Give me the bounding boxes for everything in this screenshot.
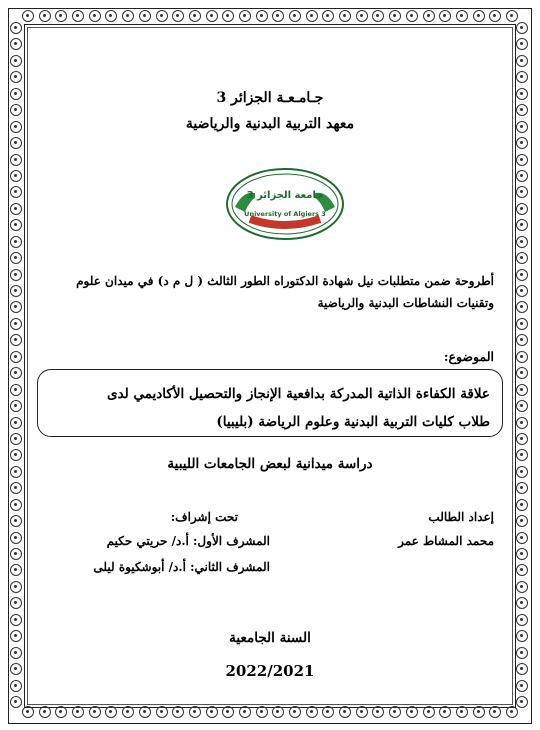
border-ornament-icon xyxy=(516,647,528,659)
border-ornament-icon xyxy=(156,706,168,718)
institute-name: معهد التربية البدنية والرياضية xyxy=(185,116,355,132)
border-ornament-icon xyxy=(516,597,528,609)
border-ornament-icon xyxy=(10,384,22,396)
border-ornament-icon xyxy=(516,680,528,692)
border-ornament-icon xyxy=(256,706,268,718)
border-ornament-icon xyxy=(55,10,67,22)
border-ornament-icon xyxy=(10,252,22,264)
university-logo xyxy=(225,167,345,241)
border-ornament-icon xyxy=(39,10,51,22)
border-ornament-icon xyxy=(423,10,435,22)
border-ornament-icon xyxy=(10,499,22,511)
border-ornament-icon xyxy=(10,170,22,182)
border-ornament-icon xyxy=(516,318,528,330)
border-ornament-icon xyxy=(516,581,528,593)
border-ornament-icon xyxy=(406,706,418,718)
border-ornament-icon xyxy=(372,10,384,22)
student-label: إعداد الطالب xyxy=(428,510,494,524)
border-ornament-icon xyxy=(256,10,268,22)
border-ornament-icon xyxy=(289,10,301,22)
border-ornament-icon xyxy=(516,269,528,281)
border-ornament-icon xyxy=(10,400,22,412)
border-ornament-icon xyxy=(439,706,451,718)
academic-year: 2022/2021 xyxy=(225,662,315,680)
border-ornament-icon xyxy=(516,104,528,116)
border-ornament-icon xyxy=(389,706,401,718)
border-ornament-icon xyxy=(105,10,117,22)
border-ornament-icon xyxy=(72,706,84,718)
supervision-label: تحت إشراف: xyxy=(170,510,238,524)
border-ornaments-top xyxy=(22,10,518,24)
border-ornament-icon xyxy=(456,706,468,718)
border-ornament-icon xyxy=(206,10,218,22)
border-ornament-icon xyxy=(516,203,528,215)
border-ornament-icon xyxy=(516,285,528,297)
border-ornament-icon xyxy=(10,630,22,642)
border-ornament-icon xyxy=(10,186,22,198)
border-ornament-icon xyxy=(206,706,218,718)
border-ornament-icon xyxy=(322,706,334,718)
border-ornament-icon xyxy=(306,706,318,718)
border-ornament-icon xyxy=(516,482,528,494)
border-ornament-icon xyxy=(105,706,117,718)
cover-page xyxy=(32,32,508,702)
border-ornament-icon xyxy=(516,384,528,396)
border-ornament-icon xyxy=(516,417,528,429)
border-ornament-icon xyxy=(10,449,22,461)
border-ornament-icon xyxy=(10,417,22,429)
border-ornament-icon xyxy=(10,38,22,50)
border-ornament-icon xyxy=(10,515,22,527)
border-ornament-icon xyxy=(489,706,501,718)
border-ornament-icon xyxy=(10,88,22,100)
border-ornament-icon xyxy=(473,706,485,718)
border-ornament-icon xyxy=(10,219,22,231)
border-ornament-icon xyxy=(516,532,528,544)
border-ornament-icon xyxy=(10,121,22,133)
border-ornament-icon xyxy=(516,154,528,166)
border-ornament-icon xyxy=(516,400,528,412)
border-ornament-icon xyxy=(516,351,528,363)
border-ornament-icon xyxy=(516,614,528,626)
thesis-line-1: أطروحة ضمن متطلبات نيل شهادة الدكتوراه الطور الثالث ( ل م د) في ميدان علوم xyxy=(76,274,494,288)
border-ornaments-left xyxy=(10,22,24,708)
border-ornament-icon xyxy=(222,10,234,22)
border-ornament-icon xyxy=(439,10,451,22)
border-ornament-icon xyxy=(289,706,301,718)
subject-line-2: طلاب كليات التربية البدنية وعلوم الرياضة (بليبيا) xyxy=(216,414,490,430)
border-ornament-icon xyxy=(516,236,528,248)
thesis-line-2: وتقنيات النشاطات البدنية والرياضية xyxy=(317,296,494,310)
border-ornament-icon xyxy=(10,696,22,708)
border-ornament-icon xyxy=(172,706,184,718)
border-ornament-icon xyxy=(10,301,22,313)
border-ornament-icon xyxy=(10,22,22,34)
border-ornament-icon xyxy=(516,466,528,478)
border-ornament-icon xyxy=(10,236,22,248)
border-ornament-icon xyxy=(222,706,234,718)
border-ornament-icon xyxy=(10,269,22,281)
border-ornament-icon xyxy=(239,10,251,22)
border-ornament-icon xyxy=(516,433,528,445)
border-ornament-icon xyxy=(406,10,418,22)
subject-title-box xyxy=(37,369,503,437)
border-ornament-icon xyxy=(389,10,401,22)
border-ornament-icon xyxy=(10,614,22,626)
border-ornament-icon xyxy=(516,71,528,83)
border-ornament-icon xyxy=(10,55,22,67)
border-ornament-icon xyxy=(272,706,284,718)
border-ornament-icon xyxy=(139,706,151,718)
border-ornament-icon xyxy=(516,301,528,313)
border-ornament-icon xyxy=(272,10,284,22)
border-ornament-icon xyxy=(189,706,201,718)
border-ornament-icon xyxy=(473,10,485,22)
border-ornament-icon xyxy=(516,630,528,642)
border-ornament-icon xyxy=(516,663,528,675)
border-ornament-icon xyxy=(339,10,351,22)
subject-line-1: علاقة الكفاءة الذاتية المدركة بدافعية الإنجاز والتحصيل الأكاديمي لدى xyxy=(107,386,490,402)
border-ornament-icon xyxy=(10,663,22,675)
border-ornament-icon xyxy=(516,137,528,149)
border-ornament-icon xyxy=(72,10,84,22)
border-ornament-icon xyxy=(156,10,168,22)
border-ornament-icon xyxy=(516,186,528,198)
border-ornament-icon xyxy=(10,548,22,560)
border-ornament-icon xyxy=(239,706,251,718)
border-ornament-icon xyxy=(89,10,101,22)
border-ornament-icon xyxy=(10,351,22,363)
border-ornaments-right xyxy=(516,22,530,708)
border-ornament-icon xyxy=(423,706,435,718)
thesis-statement xyxy=(54,270,494,314)
border-ornament-icon xyxy=(516,38,528,50)
border-ornament-icon xyxy=(10,597,22,609)
border-ornament-icon xyxy=(10,466,22,478)
border-ornament-icon xyxy=(516,121,528,133)
border-ornament-icon xyxy=(189,10,201,22)
subject-label: الموضوع: xyxy=(443,349,494,364)
border-ornament-icon xyxy=(10,154,22,166)
border-ornament-icon xyxy=(516,55,528,67)
border-ornament-icon xyxy=(306,10,318,22)
border-ornament-icon xyxy=(10,647,22,659)
border-ornament-icon xyxy=(516,515,528,527)
border-ornament-icon xyxy=(516,170,528,182)
academic-year-label: السنة الجامعية xyxy=(229,630,311,646)
border-ornament-icon xyxy=(356,706,368,718)
border-ornament-icon xyxy=(172,10,184,22)
border-ornament-icon xyxy=(372,706,384,718)
border-ornament-icon xyxy=(516,499,528,511)
border-ornament-icon xyxy=(10,482,22,494)
border-ornament-icon xyxy=(10,334,22,346)
border-ornament-icon xyxy=(10,367,22,379)
border-ornament-icon xyxy=(516,367,528,379)
border-ornament-icon xyxy=(339,706,351,718)
border-ornament-icon xyxy=(10,137,22,149)
border-ornament-icon xyxy=(516,88,528,100)
border-ornament-icon xyxy=(10,433,22,445)
border-ornament-icon xyxy=(456,10,468,22)
border-ornament-icon xyxy=(10,203,22,215)
border-ornament-icon xyxy=(516,696,528,708)
border-ornament-icon xyxy=(89,706,101,718)
university-name: جـامـعـة الجزائر 3 xyxy=(216,90,324,106)
border-ornament-icon xyxy=(506,10,518,22)
first-supervisor: المشرف الأول: أ.د/ حريتي حكيم xyxy=(106,534,270,548)
border-ornament-icon xyxy=(322,10,334,22)
border-ornament-icon xyxy=(516,252,528,264)
study-type: دراسة ميدانية لبعض الجامعات الليبية xyxy=(167,456,373,472)
border-ornament-icon xyxy=(22,10,34,22)
border-ornament-icon xyxy=(516,548,528,560)
border-ornaments-bottom xyxy=(22,706,518,720)
border-ornament-icon xyxy=(10,581,22,593)
border-ornament-icon xyxy=(516,449,528,461)
border-ornament-icon xyxy=(516,334,528,346)
border-ornament-icon xyxy=(516,219,528,231)
border-ornament-icon xyxy=(516,564,528,576)
border-ornament-icon xyxy=(10,71,22,83)
border-ornament-icon xyxy=(39,706,51,718)
border-ornament-icon xyxy=(139,10,151,22)
border-ornament-icon xyxy=(10,532,22,544)
border-ornament-icon xyxy=(10,318,22,330)
border-ornament-icon xyxy=(122,10,134,22)
border-ornament-icon xyxy=(10,104,22,116)
second-supervisor: المشرف الثاني: أ.د/ أبوشكيوة ليلى xyxy=(93,560,270,574)
border-ornament-icon xyxy=(10,564,22,576)
student-name: محمد المشاط عمر xyxy=(398,534,494,548)
border-ornament-icon xyxy=(356,10,368,22)
border-ornament-icon xyxy=(10,680,22,692)
logo-arabic-text: جامعة الجزائر 3 xyxy=(246,190,324,201)
border-ornament-icon xyxy=(10,285,22,297)
border-ornament-icon xyxy=(55,706,67,718)
border-ornament-icon xyxy=(489,10,501,22)
logo-english-text: University of Algiers 3 xyxy=(244,210,326,218)
border-ornament-icon xyxy=(516,22,528,34)
border-ornament-icon xyxy=(122,706,134,718)
